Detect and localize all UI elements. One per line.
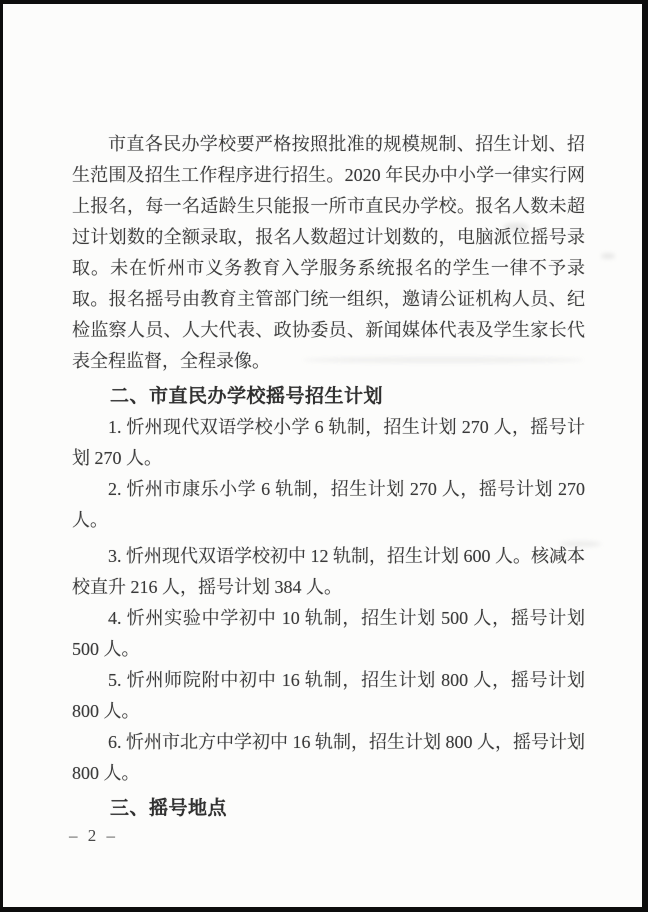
plan-item: 3. 忻州现代双语学校初中 12 轨制，招生计划 600 人。核减本校直升 216 人，摇号计划 384 人。 [72,546,585,597]
plan-item: 5. 忻州师院附中初中 16 轨制，招生计划 800 人，摇号计划 800 人。 [72,670,585,721]
intro-paragraph: 市直各民办学校要严格按照批准的规模规制、招生计划、招生范围及招生工作程序进行招生。2020 年民办中小学一律实行网上报名，每一名适龄生只能报一所市直民办学校。报名人数未超过计划数的全额录取，报名人数超过计划数的，电脑派位摇号录取。未在忻州市义务教育入学服务系统报名的学生一律不予录取。报名摇号由教育主管部门统一组织，邀请公证机构人员、纪检监察人员、人大代表、政协委员、新闻媒体代表及学生家长代表全程监督，全程录像。 [72,134,585,371]
document-body [72,129,585,824]
scan-smudge [601,253,615,259]
plan-item: 2. 忻州市康乐小学 6 轨制，招生计划 270 人，摇号计划 270 人。 [72,479,585,530]
section-2-heading: 二、市直民办学校摇号招生计划 [110,386,384,407]
section-3-heading: 三、摇号地点 [110,798,228,819]
plan-item: 6. 忻州市北方中学初中 16 轨制，招生计划 800 人，摇号计划 800 人。 [72,732,585,783]
page-number: – 2 – [69,826,118,845]
plan-item: 4. 忻州实验中学初中 10 轨制，招生计划 500 人，摇号计划 500 人。 [72,608,585,659]
plan-item: 1. 忻州现代双语学校小学 6 轨制，招生计划 270 人，摇号计划 270 人。 [72,417,585,468]
enrollment-plan-list [72,412,585,789]
